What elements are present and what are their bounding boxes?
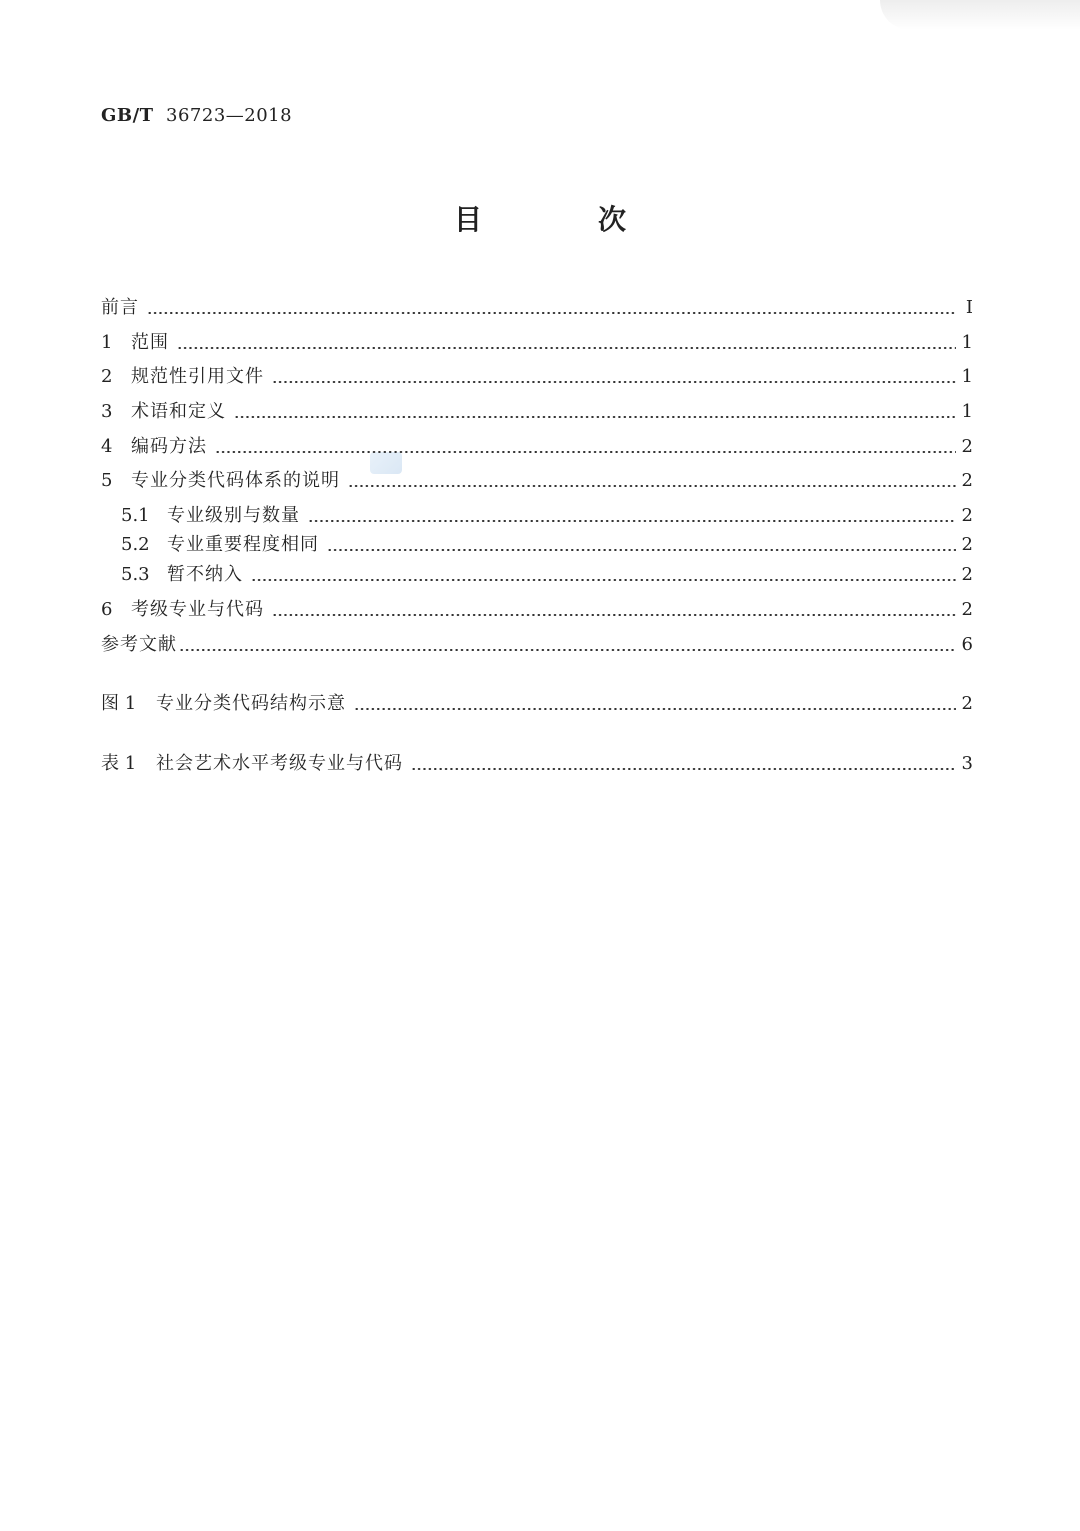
toc-entry-page: 1 <box>961 401 973 422</box>
toc-dot-leader <box>272 614 956 616</box>
toc-table-1[interactable] <box>101 752 973 776</box>
toc-dot-leader <box>251 579 956 581</box>
toc-dot-leader <box>327 549 956 551</box>
standard-prefix: GB/T <box>101 105 154 126</box>
toc-entry-page: 1 <box>961 332 973 353</box>
toc-entry-5-3[interactable] <box>121 563 973 587</box>
toc-entry-label: 参考文献 <box>101 634 177 655</box>
toc-entry-6[interactable] <box>101 598 973 622</box>
toc-figure-number: 图 1 <box>101 693 137 714</box>
toc-entry-label: 编码方法 <box>131 436 207 457</box>
toc-entry-label: 前言 <box>101 297 139 318</box>
toc-entry-label: 考级专业与代码 <box>131 599 264 620</box>
standard-number <box>101 104 292 128</box>
toc-entry-number: 3 <box>101 401 113 422</box>
toc-entry-4[interactable] <box>101 435 973 459</box>
toc-figure-page: 2 <box>961 693 973 714</box>
toc-entry-number: 5.3 <box>121 564 150 585</box>
toc-entry-number: 6 <box>101 599 113 620</box>
toc-entry-page: Ⅰ <box>965 297 973 318</box>
toc-dot-leader <box>179 649 956 651</box>
toc-entry-number: 5 <box>101 470 113 491</box>
toc-entry-page: 2 <box>961 564 973 585</box>
toc-entry-5[interactable] <box>101 469 973 493</box>
toc-entry-label: 专业分类代码体系的说明 <box>131 470 340 491</box>
toc-dot-leader <box>147 312 957 314</box>
toc-entry-5-1[interactable] <box>121 504 973 528</box>
toc-entry-3[interactable] <box>101 400 973 424</box>
toc-dot-leader <box>272 381 956 383</box>
toc-title: 目 次 <box>453 203 670 236</box>
toc-entry-page: 2 <box>961 534 973 555</box>
toc-entry-page: 1 <box>961 366 973 387</box>
toc-entry-label: 规范性引用文件 <box>131 366 264 387</box>
toc-dot-leader <box>215 451 956 453</box>
toc-dot-leader <box>354 708 956 710</box>
toc-entry-page: 6 <box>961 634 973 655</box>
toc-entry-number: 1 <box>101 332 113 353</box>
toc-entry-label: 专业级别与数量 <box>167 505 300 526</box>
toc-table-label: 社会艺术水平考级专业与代码 <box>156 753 403 774</box>
toc-dot-leader <box>348 485 956 487</box>
toc-entry-page: 2 <box>961 436 973 457</box>
toc-dot-leader <box>177 347 956 349</box>
page-corner-shadow <box>880 0 1080 30</box>
toc-dot-leader <box>308 520 956 522</box>
toc-entry-1[interactable] <box>101 331 973 355</box>
toc-entry-label: 暂不纳入 <box>167 564 243 585</box>
toc-dot-leader <box>411 768 956 770</box>
toc-entry-number: 5.1 <box>121 505 150 526</box>
toc-entry-5-2[interactable] <box>121 533 973 557</box>
toc-entry-page: 2 <box>961 599 973 620</box>
toc-table-page: 3 <box>961 753 973 774</box>
standard-code: 36723—2018 <box>166 105 293 126</box>
toc-entry-number: 4 <box>101 436 113 457</box>
toc-figure-label: 专业分类代码结构示意 <box>156 693 346 714</box>
toc-entry-label: 术语和定义 <box>131 401 226 422</box>
toc-entry-number: 2 <box>101 366 113 387</box>
toc-entry-preface[interactable] <box>101 296 973 320</box>
toc-entry-label: 专业重要程度相同 <box>167 534 319 555</box>
toc-entry-label: 范围 <box>131 332 169 353</box>
toc-entry-number: 5.2 <box>121 534 150 555</box>
toc-table-number: 表 1 <box>101 753 137 774</box>
toc-entry-page: 2 <box>961 505 973 526</box>
toc-dot-leader <box>234 416 956 418</box>
toc-entry-2[interactable] <box>101 365 973 389</box>
toc-entry-references[interactable] <box>101 633 973 657</box>
toc-entry-page: 2 <box>961 470 973 491</box>
toc-figure-1[interactable] <box>101 692 973 716</box>
